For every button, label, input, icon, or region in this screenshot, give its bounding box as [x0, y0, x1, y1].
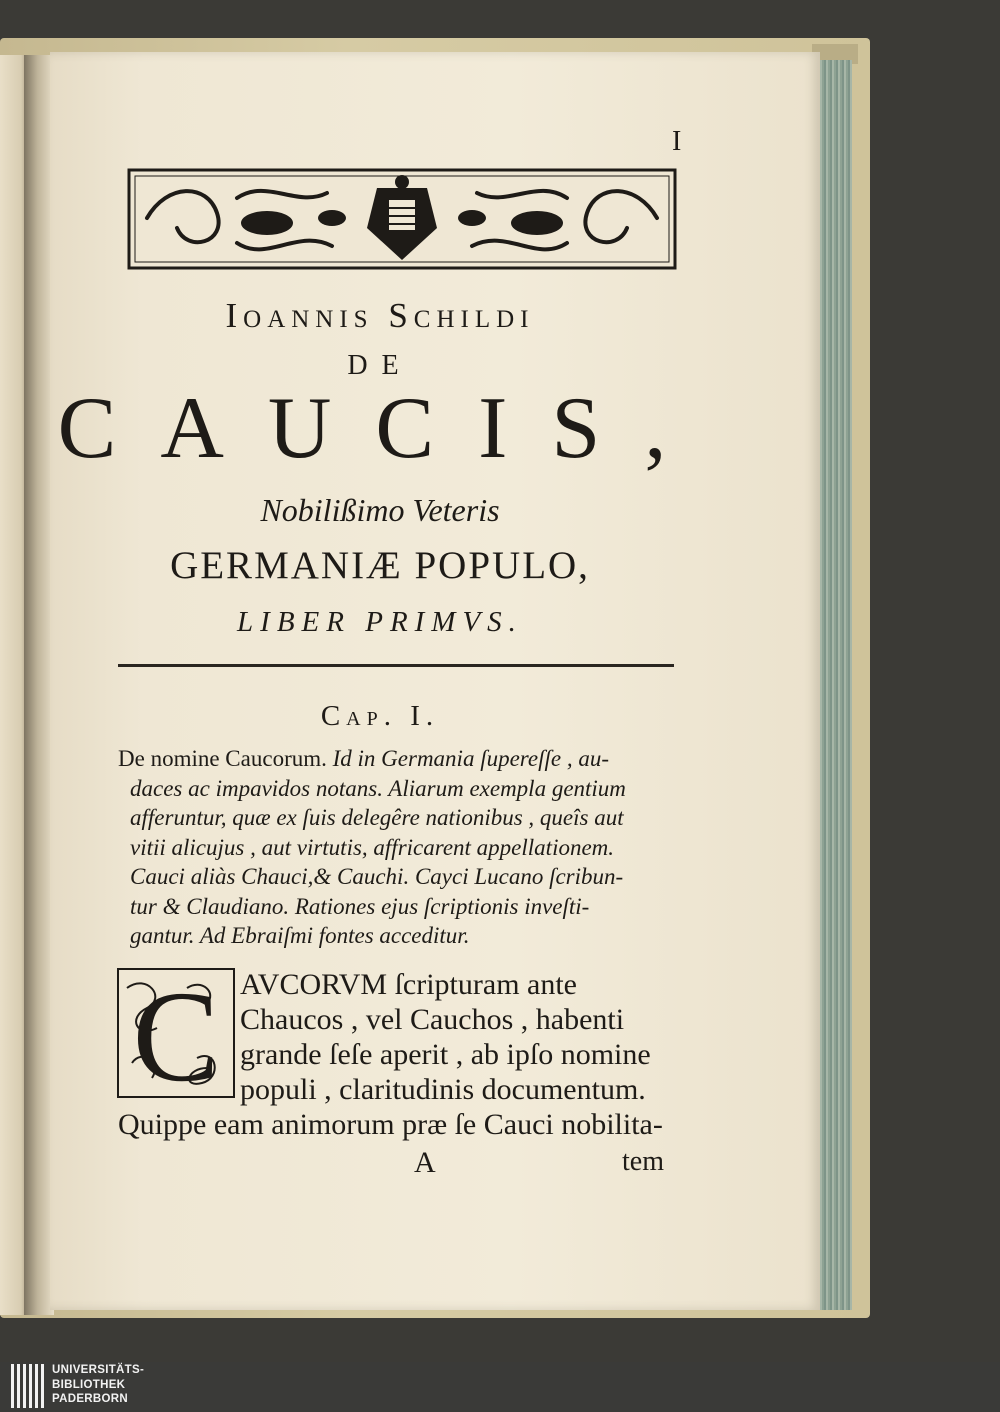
- catchword: tem: [622, 1146, 664, 1177]
- page-number: I: [672, 126, 682, 157]
- body-line: Quippe eam animorum præ ſe Cauci nobilita-: [118, 1108, 663, 1141]
- author-name: Ioannis Schildi: [225, 296, 535, 335]
- initial-letter: C: [132, 968, 220, 1098]
- book-number: LIBER PRIMVS.: [237, 606, 523, 638]
- summary-line: vitii alicujus , aut virtutis, affricarent appellationem.: [130, 834, 615, 860]
- ornamental-headpiece: [127, 168, 677, 270]
- logo-line: PADERBORN: [52, 1393, 128, 1405]
- signature-mark: A: [414, 1146, 436, 1179]
- library-logo-text: [52, 1363, 144, 1407]
- subtitle-people: GERMANIÆ POPULO,: [170, 544, 590, 587]
- main-title: CAUCIS,: [57, 380, 711, 477]
- logo-line: BIBLIOTHEK: [52, 1378, 126, 1391]
- summary-line: Cauci aliàs Chauci,& Cauchi. Cayci Lucano ſcribun-: [130, 864, 624, 889]
- summary-line: gantur. Ad Ebraiſmi fontes acceditur.: [130, 923, 470, 948]
- summary-italic: Id in Germania ſupereſſe , au-: [332, 746, 609, 771]
- summary-line: daces ac impavidos notans. Aliarum exempla gentium: [130, 775, 626, 801]
- body-line: grande ſeſe aperit , ab ipſo nomine: [240, 1038, 651, 1071]
- body-line: populi , claritudinis documentum.: [240, 1073, 646, 1106]
- decorated-initial: [117, 968, 235, 1098]
- body-line: AVCORVM ſcripturam ante: [240, 968, 578, 1001]
- page-fore-edge: [818, 60, 852, 1310]
- divider-rule: [118, 664, 674, 667]
- summary-line: [118, 744, 684, 774]
- summary-roman: De nomine Caucorum.: [118, 746, 333, 771]
- logo-line: UNIVERSITÄTS-: [52, 1364, 145, 1376]
- summary-line: tur & Claudiano. Rationes ejus ſcriptionis inveſti-: [130, 893, 590, 919]
- library-logo-icon: [11, 1364, 45, 1408]
- summary-line: afferuntur, quæ ex ſuis delegêre nationibus , queîs aut: [130, 805, 624, 830]
- footer-bar: [0, 1362, 1000, 1412]
- chapter-heading: Cap. I.: [320, 700, 440, 732]
- title-de: DE: [347, 350, 413, 381]
- chapter-summary: [118, 744, 684, 951]
- subtitle: Nobilißimo Veteris: [260, 492, 500, 528]
- body-line: Chaucos , vel Cauchos , habenti: [240, 1003, 625, 1036]
